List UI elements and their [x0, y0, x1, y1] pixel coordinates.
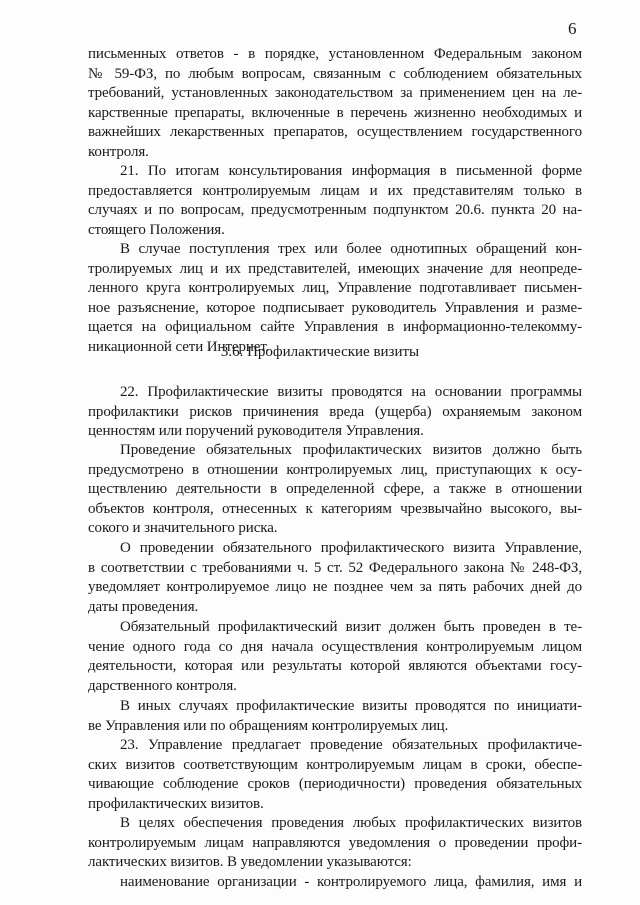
text-line: деятельности, которая или результаты которой являются объектами госу-: [88, 658, 582, 675]
text-line: В целях обеспечения проведения любых профилактических визитов: [120, 815, 582, 831]
page-number: 6: [568, 19, 577, 38]
paragraph-organization-name: [88, 873, 582, 893]
text-line: объектов контроля, отнесенных к категориям чрезвычайно высокого, вы-: [88, 500, 582, 517]
text-line: 22. Профилактические визиты проводятся на основании программы: [120, 384, 582, 400]
paragraph-mandatory-visits: [88, 441, 582, 539]
text-line: дарственного контроля.: [88, 677, 237, 694]
text-line: профилактических визитов.: [88, 795, 264, 812]
text-line: ве Управления или по обращениям контролируемых лиц.: [88, 717, 449, 734]
text-line: предоставляется контролируемым лицам и их представителям только в: [88, 182, 582, 199]
text-line: сокого и значительного риска.: [88, 520, 278, 537]
text-line: уведомляет контролируемое лицо не позднее чем за пять рабочих дней до: [88, 579, 582, 596]
text-line: наименование организации - контролируемого лица, фамилия, имя и: [120, 874, 582, 890]
section-heading: 3.6. Профилактические визиты: [220, 344, 420, 360]
paragraph-visit-deadline: [88, 618, 582, 696]
text-line: требований, установленных законодательством за применением цен на ле-: [88, 85, 582, 102]
text-line: в соответствии с требованиями ч. 5 ст. 52 Федерального закона № 248-ФЗ,: [88, 559, 582, 576]
paragraph-continuation: [88, 45, 582, 163]
text-line: предусмотрено в отношении контролируемых лиц, приступающих к осу-: [88, 461, 582, 478]
text-line: чение одного года со дня начала осуществления контролируемым лицом: [88, 638, 582, 655]
text-line: В иных случаях профилактические визиты проводятся по инициати-: [120, 698, 582, 714]
paragraph-notification: [88, 539, 582, 617]
text-line: ленного круга контролируемых лиц, Управление подготавливает письмен-: [88, 280, 582, 297]
text-line: лактических визитов. В уведомлении указываются:: [88, 854, 412, 871]
paragraph-item-22: [88, 383, 582, 442]
text-line: щается на официальном сайте Управления в информационно-телекомму-: [88, 319, 582, 336]
text-line: Проведение обязательных профилактических визитов должно быть: [120, 442, 582, 458]
text-line: даты проведения.: [88, 598, 199, 615]
text-line: тролируемых лиц и их представителей, имеющих значение для неопреде-: [88, 260, 582, 277]
text-line: профилактики рисков причинения вреда (ущерба) охраняемым законом: [88, 403, 582, 420]
text-line: чивающие соблюдение сроков (периодичности) проведения обязательных: [88, 776, 582, 793]
text-line: 21. По итогам консультирования информация в письменной форме: [120, 163, 582, 179]
text-line: контроля.: [88, 143, 149, 160]
text-line: карственные препараты, включенные в перечень жизненно необходимых и: [88, 104, 582, 121]
text-line: В случае поступления трех или более однотипных обращений кон-: [120, 241, 582, 257]
text-line: стоящего Положения.: [88, 221, 225, 238]
text-line: № 59-ФЗ, по любым вопросам, связанным с соблюдением обязательных: [88, 65, 582, 82]
text-line: контролируемым лицам направляются уведомления о проведении профи-: [88, 834, 582, 851]
text-line: ценностям или поручений руководителя Управления.: [88, 423, 424, 440]
text-line: важнейших лекарственных препаратов, осуществлением государственного: [88, 124, 582, 141]
text-line: случаях и по вопросам, предусмотренным подпунктом 20.6. пункта 20 на-: [88, 202, 582, 219]
paragraph-visit-notices: [88, 814, 582, 873]
paragraph-other-cases: [88, 697, 582, 736]
text-line: ное разъяснение, которое подписывает руководитель Управления и разме-: [88, 299, 582, 316]
text-line: никационной сети Интернет.: [88, 338, 270, 355]
text-line: О проведении обязательного профилактического визита Управление,: [120, 540, 582, 556]
text-line: письменных ответов - в порядке, установленном Федеральным законом: [88, 46, 582, 62]
text-line: ществлению деятельности в определенной сфере, а также в отношении: [88, 481, 582, 498]
text-line: 23. Управление предлагает проведение обязательных профилактиче-: [120, 737, 582, 753]
paragraph-item-21: [88, 162, 582, 240]
paragraph-uniform-requests: [88, 240, 582, 358]
paragraph-item-23: [88, 736, 582, 814]
text-line: Обязательный профилактический визит должен быть проведен в те-: [120, 619, 582, 635]
text-line: ских визитов соответствующим контролируемым лицам в сроки, обеспе-: [88, 756, 582, 773]
